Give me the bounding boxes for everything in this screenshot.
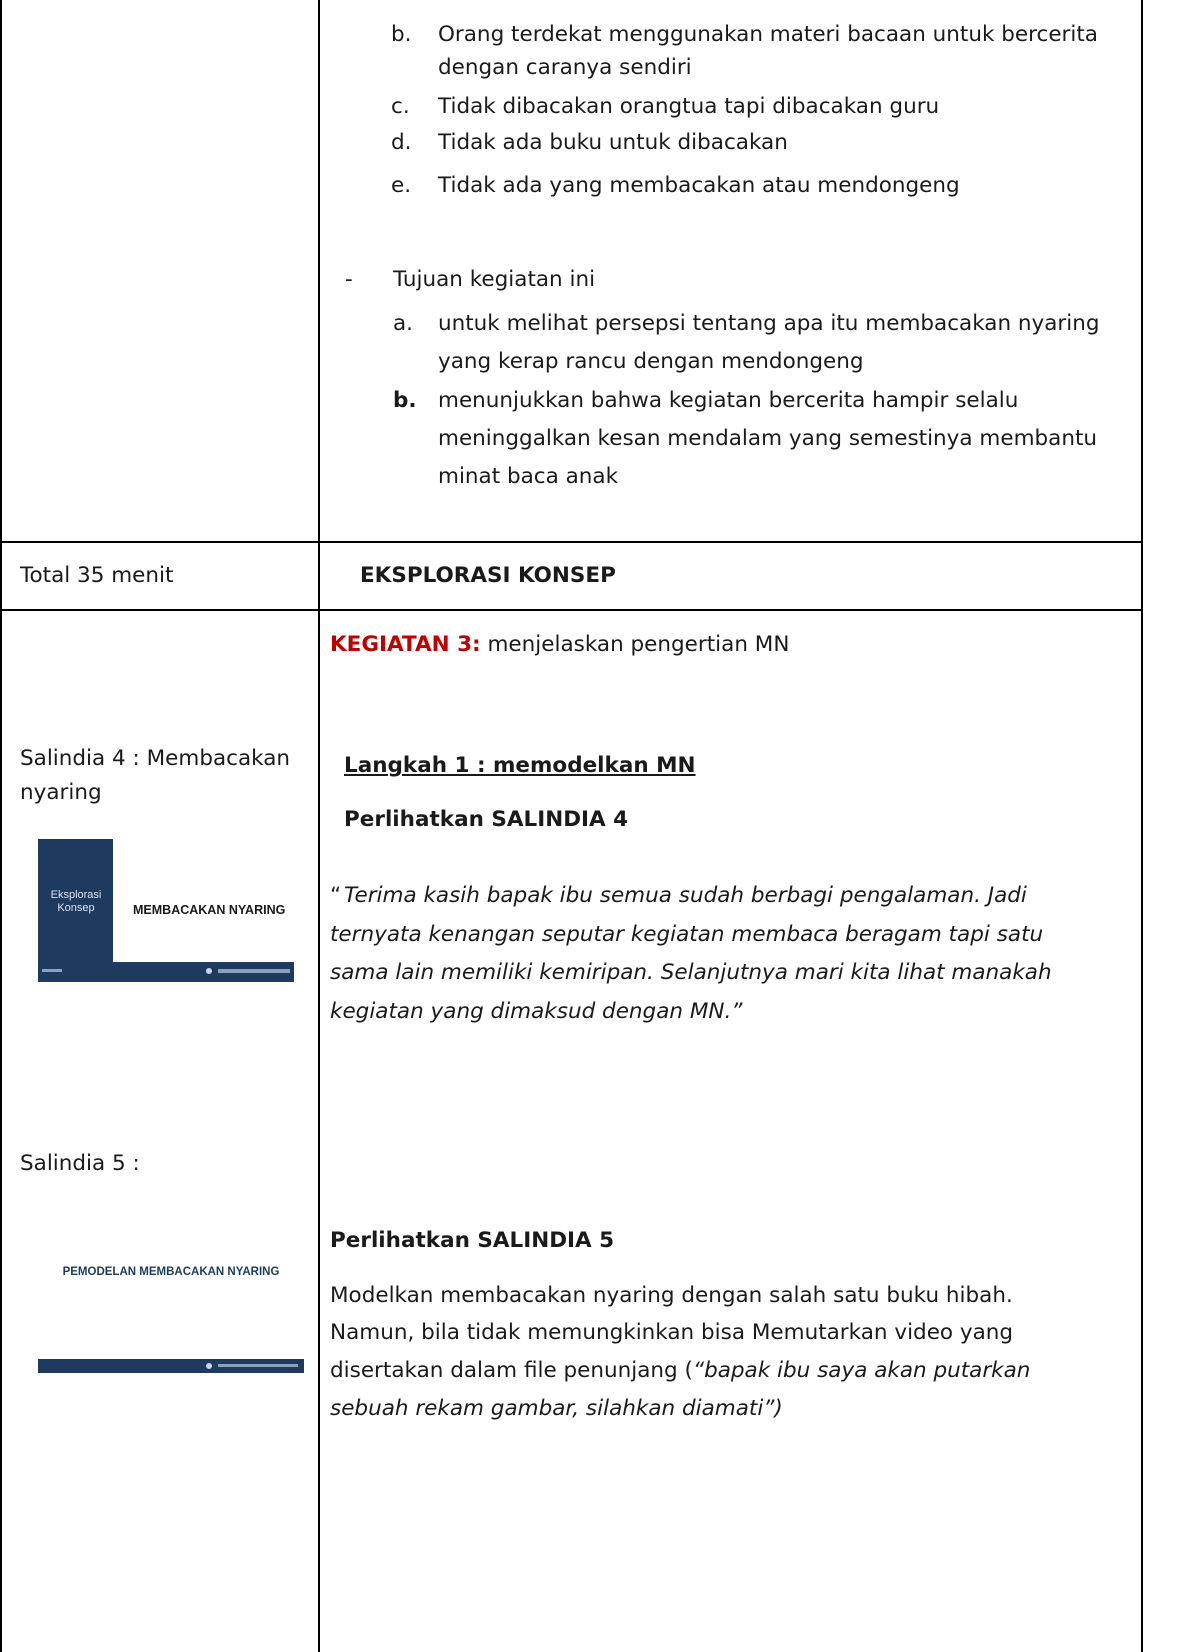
slide5-thumbnail bbox=[38, 1252, 304, 1390]
paragraph-line bbox=[330, 1356, 1030, 1386]
logo-icon bbox=[206, 1363, 212, 1369]
row-divider-2 bbox=[0, 609, 1143, 611]
list-marker: a. bbox=[393, 311, 414, 336]
list-text-cont: yang kerap rancu dengan mendongeng bbox=[438, 349, 864, 374]
slide4-sidebar-label: Eksplorasi Konsep bbox=[50, 889, 102, 914]
list-text: Tidak ada buku untuk dibacakan bbox=[438, 130, 788, 155]
table-border-left bbox=[0, 0, 2, 1652]
paragraph-quote: “bapak ibu saya akan putarkan bbox=[692, 1358, 1031, 1383]
list-text: menunjukkan bahwa kegiatan bercerita hampir selalu bbox=[438, 388, 1019, 413]
paragraph-line: sebuah rekam gambar, silahkan diamati”) bbox=[330, 1396, 783, 1421]
slide4-footer-text bbox=[218, 969, 290, 973]
list-text: Tidak ada yang membacakan atau mendongeng bbox=[438, 173, 960, 198]
list-marker: e. bbox=[391, 173, 412, 198]
paragraph-line: Modelkan membacakan nyaring dengan salah satu buku hibah. bbox=[330, 1283, 1013, 1308]
perlihatkan-salindia5: Perlihatkan SALINDIA 5 bbox=[330, 1228, 615, 1253]
slide4-thumbnail bbox=[38, 839, 294, 982]
list-text-cont: meninggalkan kesan mendalam yang semestinya membantu bbox=[438, 426, 1098, 451]
quote-open-mark: “ bbox=[330, 883, 342, 908]
list-marker: b. bbox=[393, 388, 417, 413]
langkah-heading: Langkah 1 : memodelkan MN bbox=[344, 753, 696, 778]
paragraph-text: disertakan dalam file penunjang ( bbox=[330, 1358, 693, 1383]
tujuan-heading: Tujuan kegiatan ini bbox=[393, 267, 596, 292]
row-divider-1 bbox=[0, 541, 1143, 543]
slide4-footer-text bbox=[42, 969, 62, 972]
list-text: Orang terdekat menggunakan materi bacaan untuk bercerita bbox=[438, 22, 1098, 47]
quote-line: ternyata kenangan seputar kegiatan membaca beragam tapi satu bbox=[330, 922, 1044, 947]
kegiatan-label: KEGIATAN 3: bbox=[330, 632, 481, 657]
list-text-cont: dengan caranya sendiri bbox=[438, 55, 692, 80]
list-marker: c. bbox=[391, 94, 410, 119]
table-border-right bbox=[1141, 0, 1143, 1652]
kegiatan-text: menjelaskan pengertian MN bbox=[480, 632, 790, 657]
salindia5-label: Salindia 5 : bbox=[20, 1151, 140, 1176]
logo-icon bbox=[206, 968, 212, 974]
list-text-cont: minat baca anak bbox=[438, 464, 619, 489]
quote-line: kegiatan yang dimaksud dengan MN.” bbox=[330, 999, 743, 1024]
kegiatan-heading bbox=[330, 630, 789, 660]
slide5-footer-text bbox=[218, 1364, 298, 1367]
slide4-title: MEMBACAKAN NYARING bbox=[133, 903, 286, 917]
dash-bullet: - bbox=[345, 267, 353, 292]
quote-line: Terima kasih bapak ibu semua sudah berbagi pengalaman. Jadi bbox=[344, 883, 1027, 908]
list-text: Tidak dibacakan orangtua tapi dibacakan guru bbox=[438, 94, 940, 119]
list-text: untuk melihat persepsi tentang apa itu membacakan nyaring bbox=[438, 311, 1100, 336]
slide5-title: PEMODELAN MEMBACAKAN NYARING bbox=[62, 1266, 280, 1278]
perlihatkan-salindia4: Perlihatkan SALINDIA 4 bbox=[344, 807, 629, 832]
duration-label: Total 35 menit bbox=[20, 563, 174, 588]
section-heading: EKSPLORASI KONSEP bbox=[360, 563, 616, 588]
table-column-divider bbox=[318, 0, 320, 1652]
list-marker: d. bbox=[391, 130, 412, 155]
salindia4-label: Salindia 4 : Membacakan bbox=[20, 746, 291, 771]
salindia4-label-cont: nyaring bbox=[20, 780, 102, 805]
quote-line: sama lain memiliki kemiripan. Selanjutnya mari kita lihat manakah bbox=[330, 960, 1052, 985]
list-marker: b. bbox=[391, 22, 412, 47]
paragraph-line: Namun, bila tidak memungkinkan bisa Memutarkan video yang bbox=[330, 1320, 1014, 1345]
